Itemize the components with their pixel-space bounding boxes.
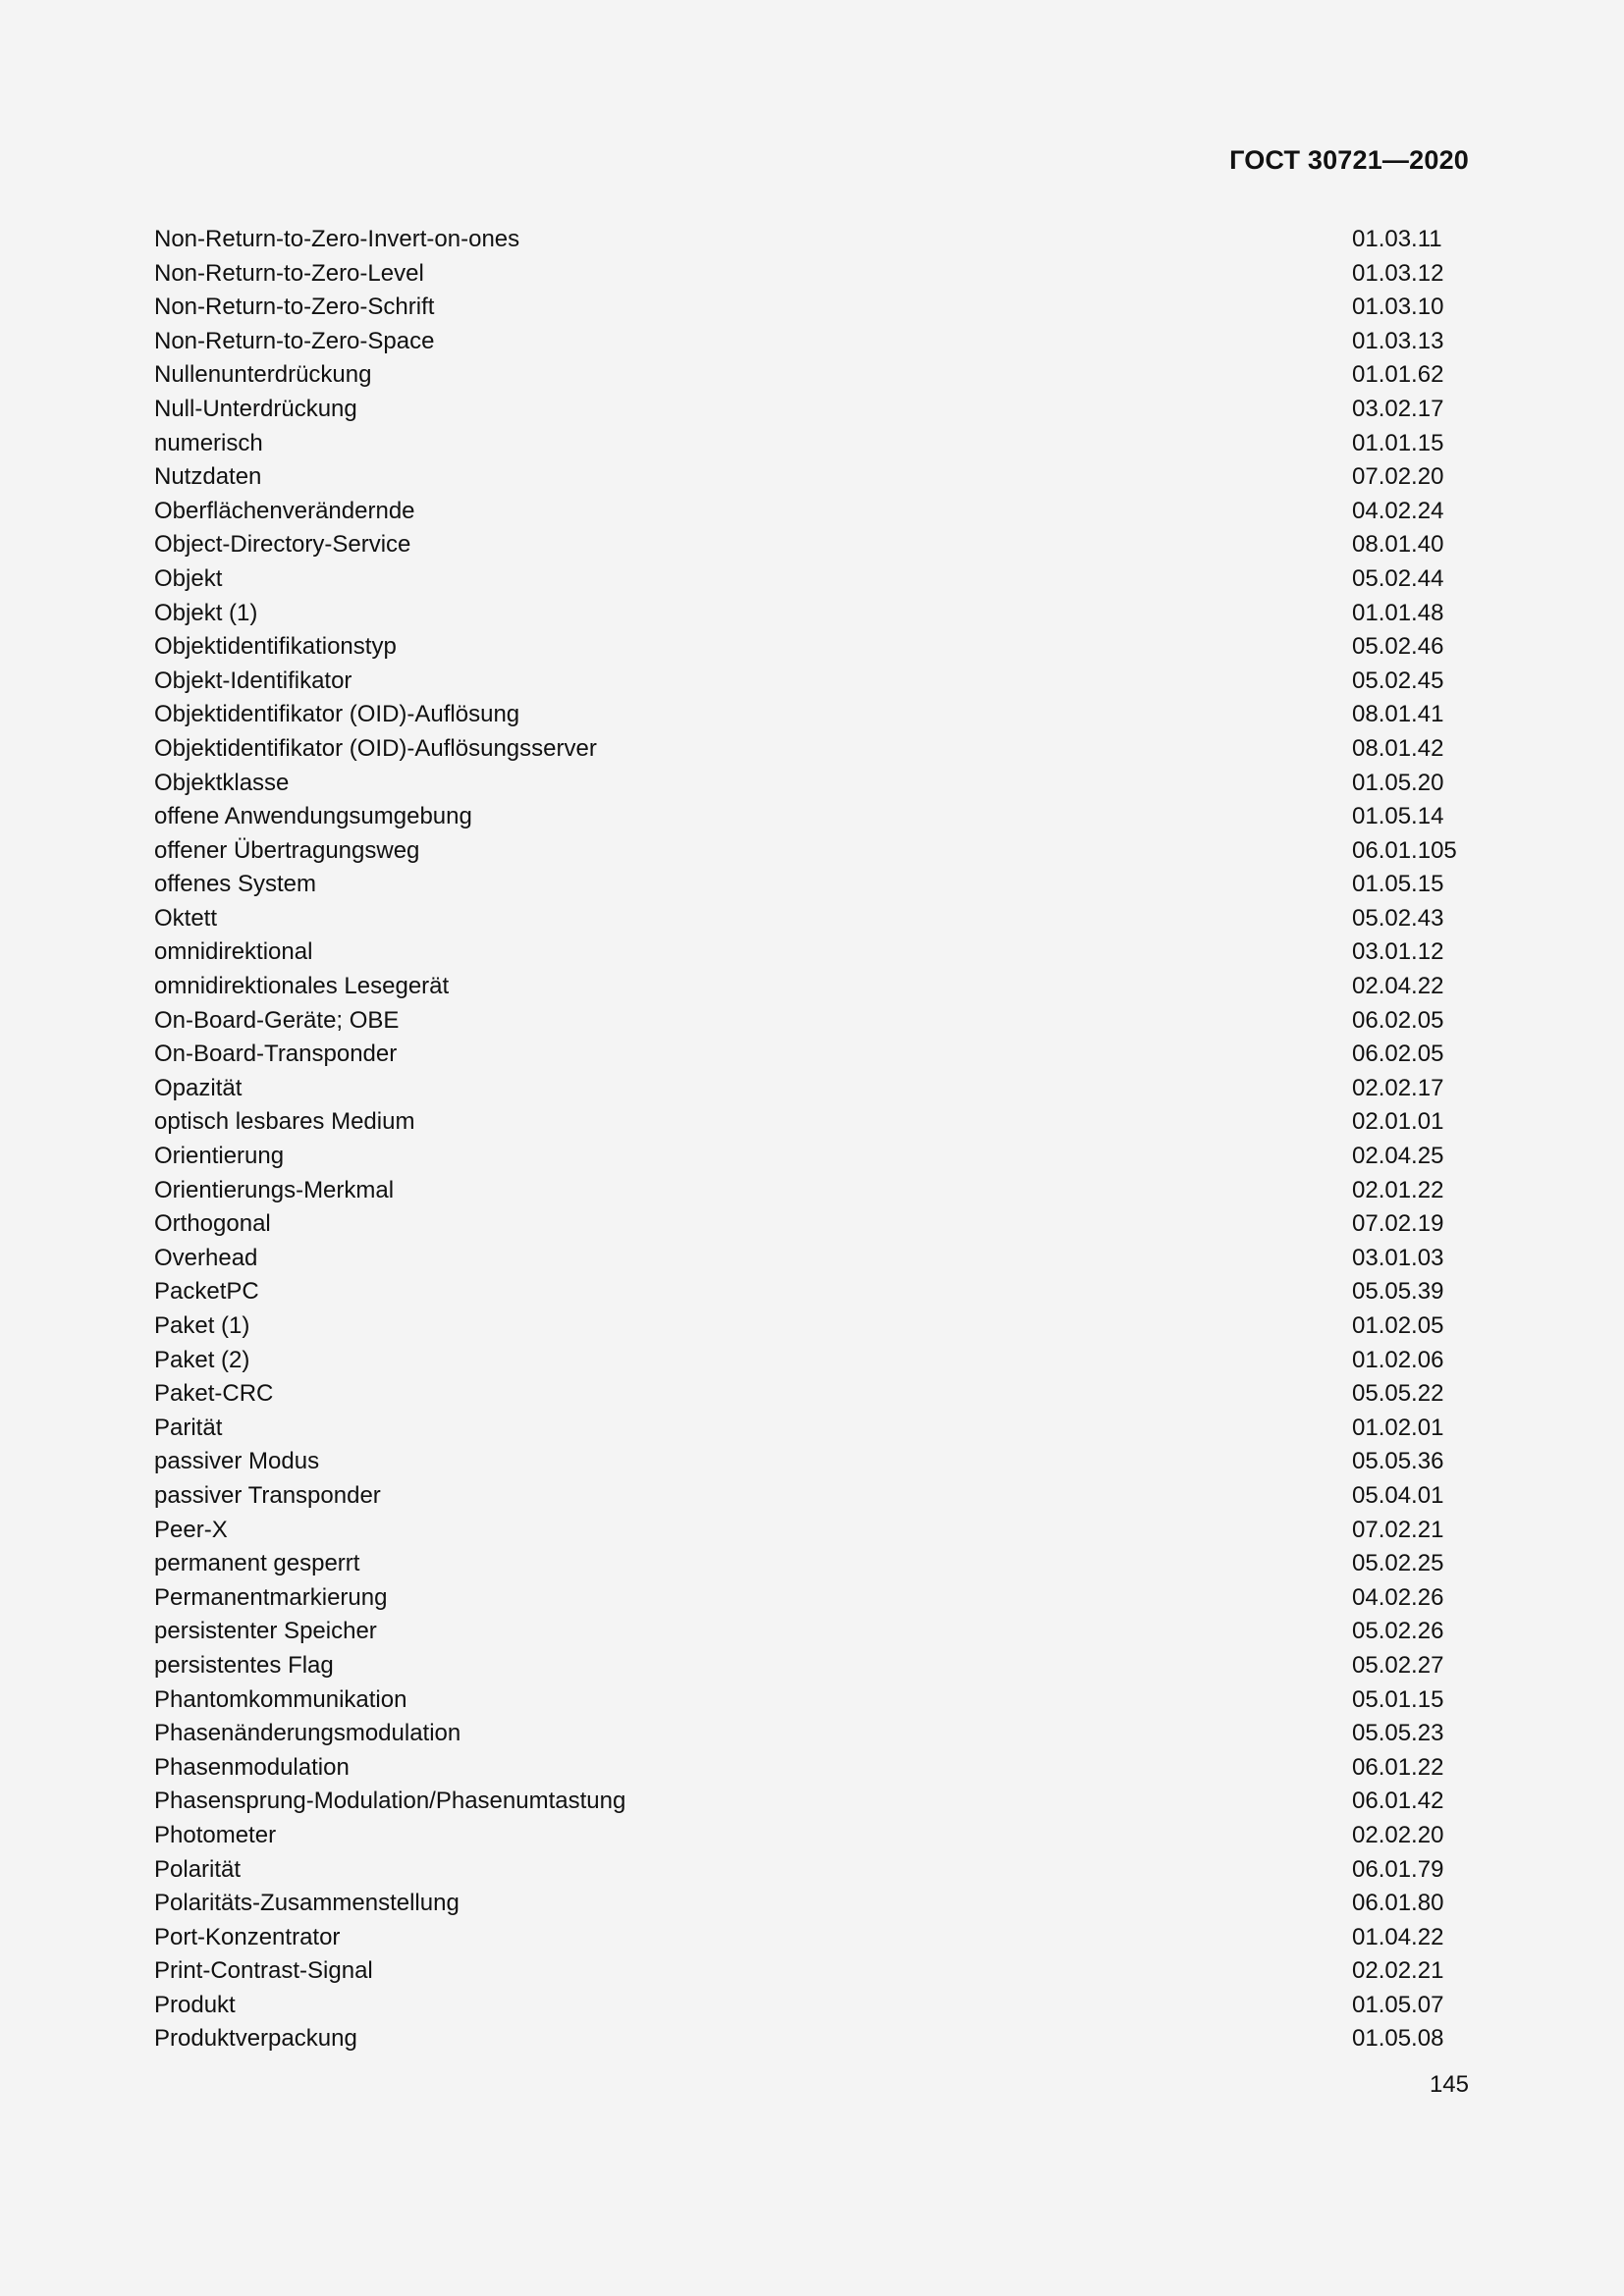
index-term: Orientierung bbox=[154, 1143, 285, 1170]
index-reference-number: 01.05.15 bbox=[1352, 871, 1444, 898]
index-reference-number: 08.01.41 bbox=[1352, 701, 1444, 728]
index-term: Objektidentifikationstyp bbox=[154, 633, 397, 661]
index-entry bbox=[154, 1615, 1470, 1649]
index-term: Oktett bbox=[154, 904, 218, 932]
index-entry bbox=[154, 1683, 1470, 1718]
index-entry bbox=[154, 562, 1470, 597]
index-term: omnidirektionales Lesegerät bbox=[154, 973, 450, 1000]
index-term: Null-Unterdrückung bbox=[154, 395, 357, 422]
document-header: ГОСТ 30721—2020 bbox=[1229, 145, 1469, 175]
index-entry bbox=[154, 902, 1470, 936]
index-term: Oberflächenverändernde bbox=[154, 497, 415, 524]
index-reference-number: 05.05.23 bbox=[1352, 1720, 1444, 1747]
index-entry bbox=[154, 698, 1470, 732]
index-reference-number: 02.04.22 bbox=[1352, 973, 1444, 1000]
index-entry bbox=[154, 1547, 1470, 1581]
index-entry bbox=[154, 291, 1470, 325]
index-entry bbox=[154, 1887, 1470, 1921]
index-reference-number: 06.01.42 bbox=[1352, 1788, 1444, 1815]
index-entry bbox=[154, 460, 1470, 495]
index-term: Paket (2) bbox=[154, 1346, 250, 1373]
index-entry bbox=[154, 1242, 1470, 1276]
index-term: optisch lesbares Medium bbox=[154, 1108, 415, 1136]
index-term: Produkt bbox=[154, 1991, 236, 2018]
index-term: offene Anwendungsumgebung bbox=[154, 803, 472, 830]
index-reference-number: 07.02.19 bbox=[1352, 1210, 1444, 1238]
index-reference-number: 05.02.46 bbox=[1352, 633, 1444, 661]
index-term: offener Übertragungsweg bbox=[154, 836, 420, 864]
index-entry bbox=[154, 393, 1470, 427]
index-reference-number: 02.01.22 bbox=[1352, 1176, 1444, 1203]
index-term: On-Board-Geräte; OBE bbox=[154, 1006, 400, 1034]
index-reference-number: 07.02.20 bbox=[1352, 463, 1444, 491]
index-entry bbox=[154, 1038, 1470, 1072]
index-reference-number: 04.02.26 bbox=[1352, 1583, 1444, 1611]
index-reference-number: 01.05.20 bbox=[1352, 769, 1444, 796]
index-term: Non-Return-to-Zero-Invert-on-ones bbox=[154, 226, 520, 252]
index-reference-number: 06.02.05 bbox=[1352, 1041, 1444, 1068]
index-entry bbox=[154, 1989, 1470, 2023]
index-reference-number: 06.01.105 bbox=[1352, 836, 1457, 864]
index-entry bbox=[154, 630, 1470, 665]
index-reference-number: 02.02.20 bbox=[1352, 1821, 1444, 1848]
index-entry bbox=[154, 1309, 1470, 1344]
index-entry bbox=[154, 767, 1470, 801]
index-term: Phantomkommunikation bbox=[154, 1685, 407, 1713]
index-term: Photometer bbox=[154, 1821, 277, 1848]
index-entry bbox=[154, 1954, 1470, 1989]
index-reference-number: 03.01.12 bbox=[1352, 938, 1444, 966]
index-term: Peer-X bbox=[154, 1516, 228, 1543]
index-reference-number: 05.05.22 bbox=[1352, 1380, 1444, 1408]
index-reference-number: 02.02.21 bbox=[1352, 1957, 1444, 1985]
index-reference-number: 01.05.07 bbox=[1352, 1991, 1444, 2018]
index-entry bbox=[154, 1514, 1470, 1548]
index-entry bbox=[154, 970, 1470, 1004]
index-term: Phasenänderungsmodulation bbox=[154, 1720, 461, 1747]
index-reference-number: 05.04.01 bbox=[1352, 1481, 1444, 1509]
index-entry bbox=[154, 868, 1470, 902]
index-term: Objekt (1) bbox=[154, 599, 258, 626]
index-reference-number: 08.01.40 bbox=[1352, 531, 1444, 559]
index-entry bbox=[154, 1921, 1470, 1955]
index-term: Objekt bbox=[154, 564, 223, 592]
index-term: Orthogonal bbox=[154, 1210, 271, 1238]
index-entry bbox=[154, 223, 1470, 257]
index-term: Objekt-Identifikator bbox=[154, 667, 352, 694]
index-term: Polaritäts-Zusammenstellung bbox=[154, 1890, 460, 1917]
index-term: omnidirektional bbox=[154, 938, 313, 966]
index-entry bbox=[154, 358, 1470, 393]
index-term: Nullenunterdrückung bbox=[154, 361, 372, 389]
index-entry bbox=[154, 665, 1470, 699]
index-entry bbox=[154, 1207, 1470, 1242]
index-reference-number: 01.01.48 bbox=[1352, 599, 1444, 626]
index-entry bbox=[154, 1072, 1470, 1106]
index-reference-number: 05.01.15 bbox=[1352, 1685, 1444, 1713]
index-reference-number: 05.02.25 bbox=[1352, 1550, 1444, 1577]
index-term: Phasenmodulation bbox=[154, 1753, 350, 1781]
index-reference-number: 01.02.05 bbox=[1352, 1312, 1444, 1339]
index-term: Overhead bbox=[154, 1244, 258, 1271]
index-entry bbox=[154, 1275, 1470, 1309]
index-entry bbox=[154, 1581, 1470, 1616]
index-reference-number: 05.02.27 bbox=[1352, 1651, 1444, 1679]
index-reference-number: 01.03.10 bbox=[1352, 294, 1444, 321]
index-reference-number: 01.05.14 bbox=[1352, 803, 1444, 830]
index-reference-number: 02.01.01 bbox=[1352, 1108, 1444, 1136]
index-entry bbox=[154, 597, 1470, 631]
index-entry bbox=[154, 1649, 1470, 1683]
index-term: Objektidentifikator (OID)-Auflösungsserver bbox=[154, 734, 597, 762]
index-reference-number: 05.02.45 bbox=[1352, 667, 1444, 694]
index-entry bbox=[154, 1004, 1470, 1039]
index-reference-number: 06.01.79 bbox=[1352, 1855, 1444, 1883]
index-term: PacketPC bbox=[154, 1278, 259, 1306]
index-term: numerisch bbox=[154, 429, 263, 456]
index-term: Opazität bbox=[154, 1074, 243, 1101]
index-entry bbox=[154, 427, 1470, 461]
index-entry bbox=[154, 1105, 1470, 1140]
index-term: Non-Return-to-Zero-Schrift bbox=[154, 294, 435, 321]
index-term: Parität bbox=[154, 1414, 223, 1441]
index-entry bbox=[154, 1751, 1470, 1786]
index-reference-number: 08.01.42 bbox=[1352, 734, 1444, 762]
index-term: Nutzdaten bbox=[154, 463, 262, 491]
index-reference-number: 04.02.24 bbox=[1352, 497, 1444, 524]
index-reference-number: 06.01.80 bbox=[1352, 1890, 1444, 1917]
index-term: persistenter Speicher bbox=[154, 1618, 377, 1645]
index-entry bbox=[154, 1853, 1470, 1888]
index-entry bbox=[154, 1819, 1470, 1853]
index-entry bbox=[154, 1344, 1470, 1378]
index-entry bbox=[154, 257, 1470, 292]
index-reference-number: 01.03.12 bbox=[1352, 259, 1444, 287]
index-reference-number: 05.02.43 bbox=[1352, 904, 1444, 932]
index-term: Produktverpackung bbox=[154, 2025, 357, 2053]
index-entry bbox=[154, 1377, 1470, 1412]
index-term: Print-Contrast-Signal bbox=[154, 1957, 373, 1985]
index-entry bbox=[154, 1479, 1470, 1514]
index-reference-number: 05.05.36 bbox=[1352, 1448, 1444, 1475]
index-term: Objektklasse bbox=[154, 769, 290, 796]
index-term: Non-Return-to-Zero-Space bbox=[154, 327, 435, 354]
index-reference-number: 05.05.39 bbox=[1352, 1278, 1444, 1306]
index-reference-number: 01.03.13 bbox=[1352, 327, 1444, 354]
index-entry bbox=[154, 528, 1470, 562]
index-term: persistentes Flag bbox=[154, 1651, 334, 1679]
index-reference-number: 01.03.11 bbox=[1352, 226, 1442, 252]
index-term: Objektidentifikator (OID)-Auflösung bbox=[154, 701, 520, 728]
index-reference-number: 01.04.22 bbox=[1352, 1923, 1444, 1950]
index-entry bbox=[154, 325, 1470, 359]
index-term: passiver Modus bbox=[154, 1448, 320, 1475]
index-entry bbox=[154, 1717, 1470, 1751]
index-entry bbox=[154, 935, 1470, 970]
index-term: Permanentmarkierung bbox=[154, 1583, 388, 1611]
index-reference-number: 05.02.44 bbox=[1352, 564, 1444, 592]
page-number: 145 bbox=[1429, 2071, 1469, 2098]
index-term: Paket-CRC bbox=[154, 1380, 274, 1408]
index-term: Paket (1) bbox=[154, 1312, 250, 1339]
index-entry bbox=[154, 1785, 1470, 1819]
index-term: Object-Directory-Service bbox=[154, 531, 411, 559]
index-entry bbox=[154, 834, 1470, 869]
index-entry bbox=[154, 2022, 1470, 2056]
alphabetical-term-index bbox=[154, 223, 1470, 2056]
index-reference-number: 02.04.25 bbox=[1352, 1143, 1444, 1170]
index-reference-number: 01.01.15 bbox=[1352, 429, 1444, 456]
index-term: Port-Konzentrator bbox=[154, 1923, 341, 1950]
index-reference-number: 06.02.05 bbox=[1352, 1006, 1444, 1034]
index-term: permanent gesperrt bbox=[154, 1550, 360, 1577]
index-term: Non-Return-to-Zero-Level bbox=[154, 259, 424, 287]
index-reference-number: 03.01.03 bbox=[1352, 1244, 1444, 1271]
index-reference-number: 05.02.26 bbox=[1352, 1618, 1444, 1645]
index-term: Orientierungs-Merkmal bbox=[154, 1176, 395, 1203]
index-term: Polarität bbox=[154, 1855, 242, 1883]
index-entry bbox=[154, 1174, 1470, 1208]
index-entry bbox=[154, 1412, 1470, 1446]
index-reference-number: 01.01.62 bbox=[1352, 361, 1444, 389]
index-term: offenes System bbox=[154, 871, 316, 898]
index-reference-number: 02.02.17 bbox=[1352, 1074, 1444, 1101]
index-reference-number: 07.02.21 bbox=[1352, 1516, 1444, 1543]
index-entry bbox=[154, 732, 1470, 767]
index-reference-number: 01.05.08 bbox=[1352, 2025, 1444, 2053]
index-entry bbox=[154, 1140, 1470, 1174]
index-reference-number: 03.02.17 bbox=[1352, 395, 1444, 422]
index-entry bbox=[154, 495, 1470, 529]
index-reference-number: 01.02.06 bbox=[1352, 1346, 1444, 1373]
index-term: Phasensprung-Modulation/Phasenumtastung bbox=[154, 1788, 626, 1815]
index-reference-number: 06.01.22 bbox=[1352, 1753, 1444, 1781]
index-entry bbox=[154, 800, 1470, 834]
index-entry bbox=[154, 1445, 1470, 1479]
index-term: On-Board-Transponder bbox=[154, 1041, 398, 1068]
index-reference-number: 01.02.01 bbox=[1352, 1414, 1444, 1441]
index-term: passiver Transponder bbox=[154, 1481, 381, 1509]
